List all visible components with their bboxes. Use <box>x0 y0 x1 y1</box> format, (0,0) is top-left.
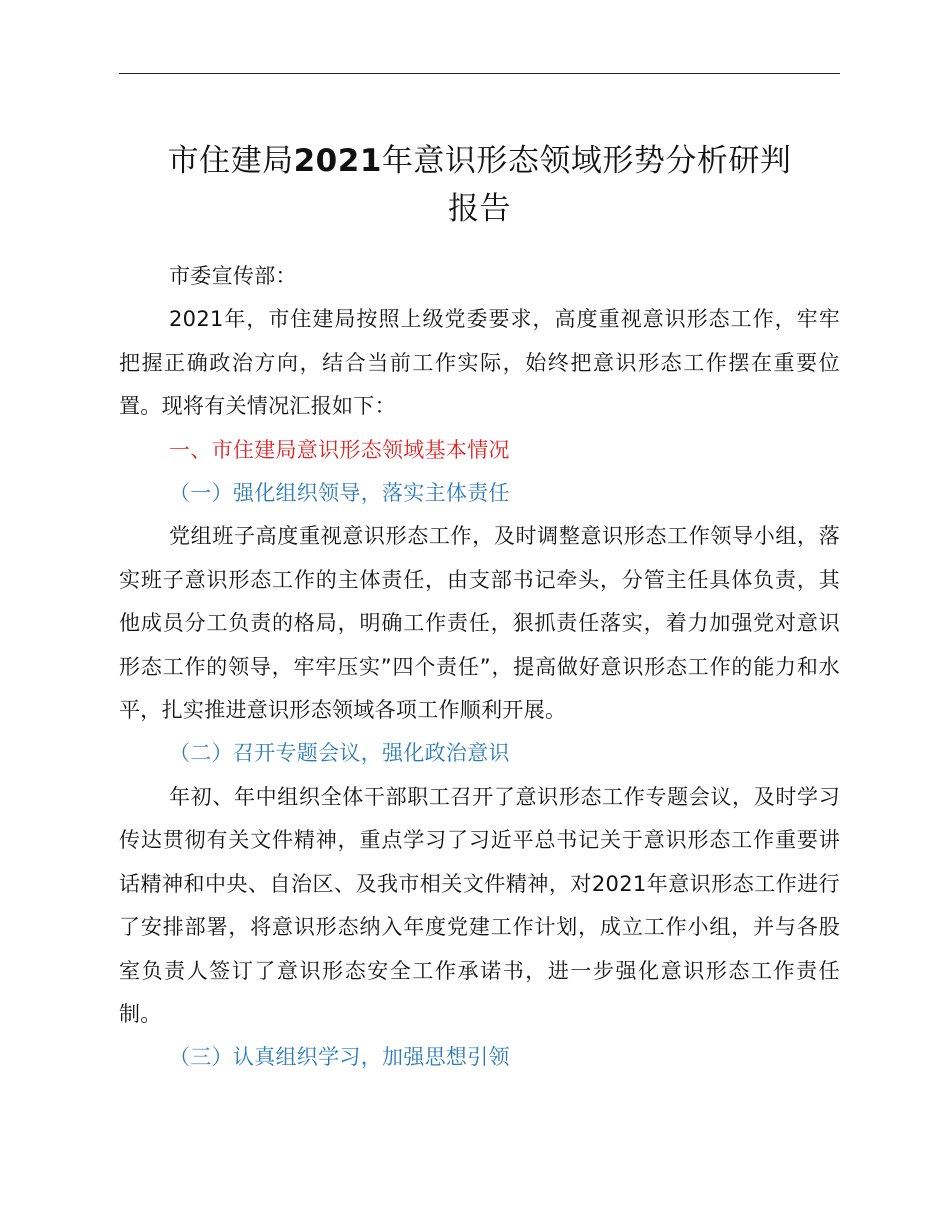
subsection-2-body: 年初、年中组织全体干部职工召开了意识形态工作专题会议，及时学习传达贯彻有关文件精神，重点学习了习近平总书记关于意识形态工作重要讲话精神和中央、自治区、及我市相关文件精神，对2021年意识形态工作进行了安排部署，将意识形态纳入年度党建工作计划，成立工作小组，并与各股室负责人签订了意识形态安全工作承诺书，进一步强化意识形态工作责任制。 <box>119 784 840 1026</box>
subsection-3-heading: （三）认真组织学习，加强思想引领 <box>169 1045 510 1070</box>
subsection-1-body: 党组班子高度重视意识形态工作，及时调整意识形态工作领导小组，落实班子意识形态工作的主体责任，由支部书记牵头，分管主任具体负责，其他成员分工负责的格局，明确工作责任，狠抓责任落实，着力加强党对意识形态工作的领导，牢牢压实”四个责任”，提高做好意识形态工作的能力和水平，扎实推进意识形态领域各项工作顺利开展。 <box>119 524 840 723</box>
salutation: 市委宣传部： <box>169 264 297 288</box>
intro-paragraph: 2021年，市住建局按照上级党委要求，高度重视意识形态工作，牢牢把握正确政治方向，结合当前工作实际，始终把意识形态工作摆在重要位置。现将有关情况汇报如下： <box>119 307 840 419</box>
section-1-heading: 一、市住建局意识形态领域基本情况 <box>169 437 510 462</box>
header-rule <box>119 73 840 74</box>
title-year: 2021 <box>293 143 382 179</box>
title-suffix: 年意识形态领域形势分析研判 <box>381 143 792 179</box>
title-prefix: 市住建局 <box>167 143 294 179</box>
document-title <box>119 137 840 233</box>
document-body <box>119 255 840 1080</box>
subsection-1-heading: （一）强化组织领导，落实主体责任 <box>169 481 510 506</box>
subsection-2-heading: （二）召开专题会议，强化政治意识 <box>169 741 510 766</box>
title-line2: 报告 <box>448 191 511 227</box>
